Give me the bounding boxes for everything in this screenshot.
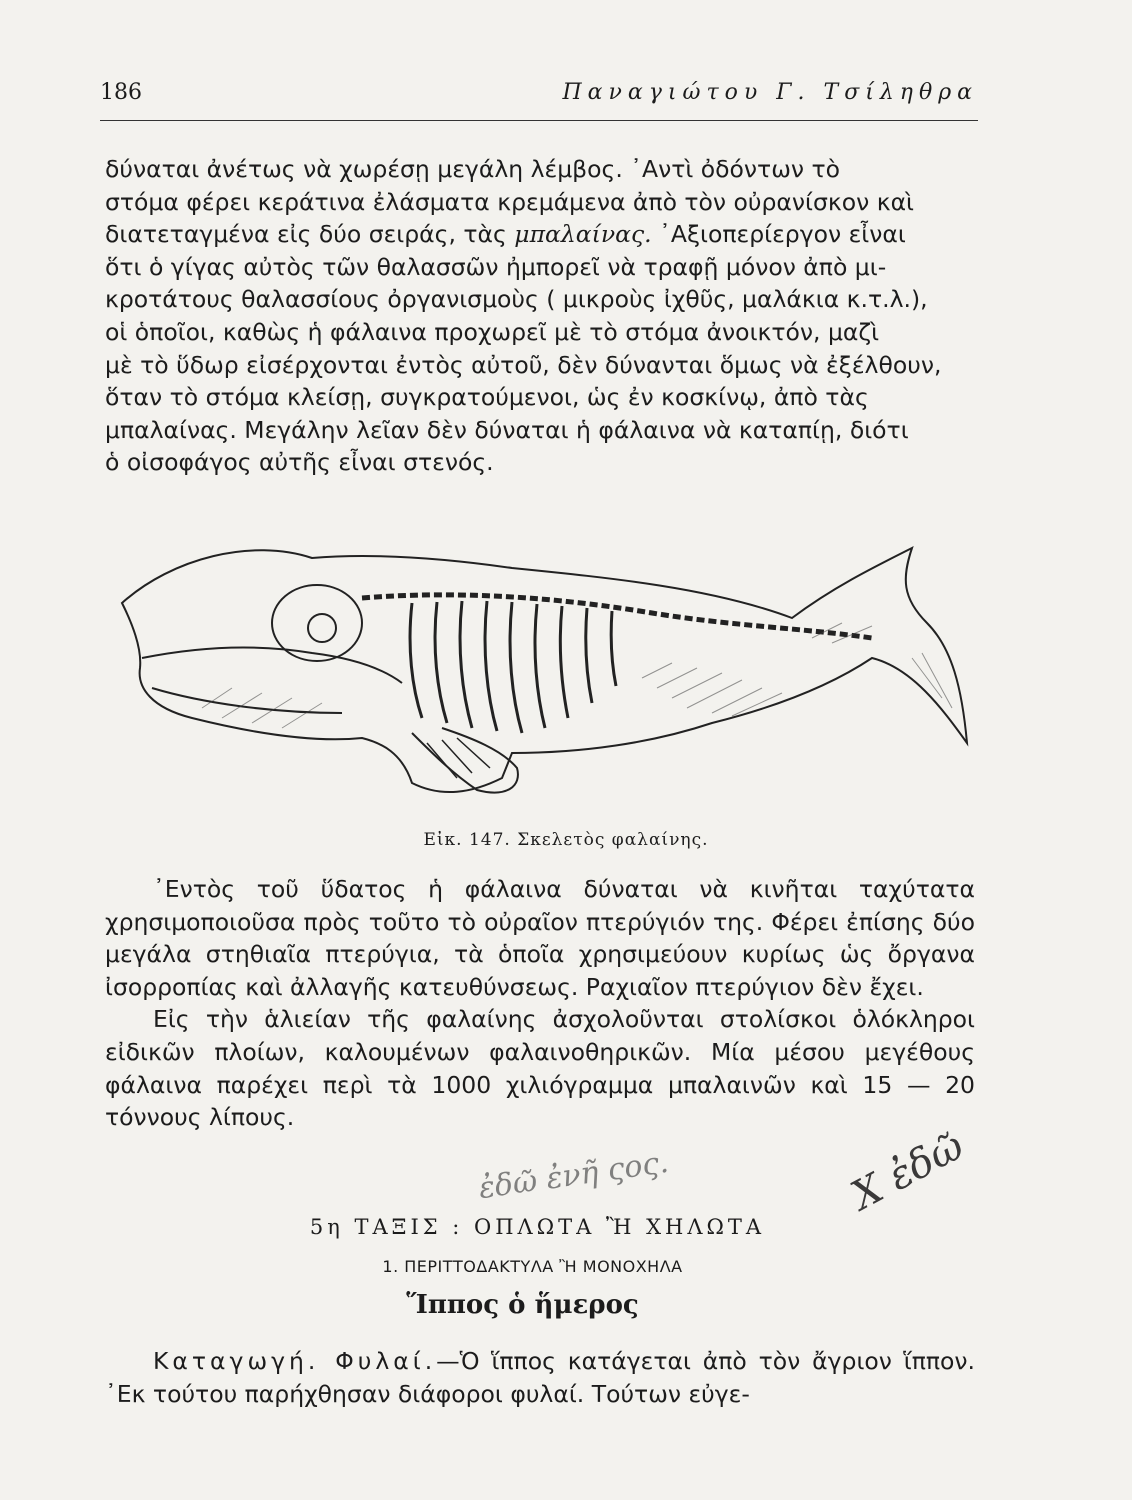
text-line: ὅτι ὁ γίγας αὐτὸς τῶν θαλασσῶν ἠμπορεῖ νὰ τραφῇ μόνον ἀπὸ μι- <box>105 252 887 281</box>
whale-lower-jaw <box>152 688 342 713</box>
paragraph-whale-fishing: Εἰς τὴν ἁλιείαν τῆς φαλαίνης ἀσχολοῦνται στολίσκοι ὁλόκληροι εἰδικῶν πλοίων, καλουμένων φαλαινοθηρικῶν. Μία μέσου μεγέθους φάλαινα παρέχει περὶ τὰ 1000 χιλιόγραμμα μπαλαινῶν καὶ 15 — 20 τόννους λίπους. <box>105 1005 975 1132</box>
running-head: Παναγιώτου Γ. Τσίληθρα <box>562 80 978 105</box>
text-line: ὅταν τὸ στόμα κλείσῃ, συγκρατούμενοι, ὡς ἐν κοσκίνῳ, ἀπὸ τὰς <box>105 383 869 412</box>
text-line: στόμα φέρει κεράτινα ἐλάσματα κρεμάμενα ἀπὸ τὸν οὐρανίσκον καὶ <box>105 187 915 216</box>
text-line: δύναται ἀνέτως νὰ χωρέσῃ μεγάλη λέμβος. ᾽Αντὶ ὀδόντων τὸ <box>105 155 841 183</box>
text-line: οἱ ὁποῖοι, καθὼς ἡ φάλαινα προχωρεῖ μὲ τὸ στόμα ἀνοικτόν, μαζὶ <box>105 317 880 346</box>
whale-eye-socket <box>308 614 336 642</box>
text-line: μὲ τὸ ὕδωρ εἰσέρχονται ἐντὸς αὐτοῦ, δὲν δύνανται ὅμως νὰ ἐξέλθουν, <box>105 350 942 379</box>
paragraph-horse-text <box>105 1345 975 1410</box>
section-subheading: 1. ΠΕΡΙΤΤΟΔΑΚΤΥΛΑ Ἢ ΜΟΝΟΧΗΛΑ <box>382 1257 683 1276</box>
paragraph-whale-movement: ᾽Εντὸς τοῦ ὕδατος ἡ φάλαινα δύναται νὰ κινῆται ταχύτατα χρησιμοποιοῦσα πρὸς τοῦτο τὸ οὐραῖον πτερύγιόν της. Φέρει ἐπίσης δύο μεγάλα στηθιαῖα πτερύγια, τὰ ὁποῖα χρησιμεύουν κυρίως ὡς ὄργανα ἰσορροπίας καὶ ἀλλαγῆς κατευθύνσεως. Ραχιαῖον πτερύγιον δὲν ἔχει. <box>105 875 975 1001</box>
paragraph-whale-feeding <box>105 153 975 479</box>
text-line: ὁ οἰσοφάγος αὐτῆς εἶναι στενός. <box>105 448 494 477</box>
whale-jaw <box>142 648 402 683</box>
page-header <box>100 80 978 121</box>
text-line: μπαλαίνας. Μεγάλην λεῖαν δὲν δύναται ἡ φάλαινα νὰ καταπίῃ, διότι <box>105 415 909 444</box>
whale-skeleton-illustration <box>112 528 972 813</box>
handwritten-mark: Χ ἐδῶ <box>844 1122 972 1220</box>
handwritten-note: ἐδῶ ἐνῆ ςος. <box>476 1144 671 1207</box>
section-title: Ἵππος ὁ ἥμερος <box>406 1290 639 1320</box>
section-heading: 5η ΤΑΞΙΣ : ΟΠΛΩΤΑ Ἢ ΧΗΛΩΤΑ <box>309 1215 766 1239</box>
text-segment: ᾽Αξιοπερίεργον εἶναι <box>651 220 906 249</box>
whale-pectoral-fin <box>412 728 518 793</box>
paragraphs-whale-movement-fishing <box>105 873 975 1134</box>
text-line: κροτάτους θαλασσίους ὀργανισμοὺς ( μικροὺς ἰχθῦς, μαλάκια κ.τ.λ.), <box>105 285 928 314</box>
paragraph-body: —Ὁ ἵππος κατάγεται ἀπὸ τὸν ἄγριον ἵππον. ᾽Εκ τούτου παρήχθησαν διάφοροι φυλαί. Τούτων εὐγε- <box>105 1347 975 1408</box>
text-segment: διατεταγμένα εἰς δύο σειράς, τὰς <box>105 220 515 249</box>
italic-term: μπαλαίνας. <box>514 220 652 249</box>
whale-body-outline <box>122 548 967 792</box>
paragraph-horse-origin <box>105 1345 975 1410</box>
figure-caption: Εἰκ. 147. Σκελετὸς φαλαίνης. <box>423 830 709 850</box>
page-number: 186 <box>100 80 142 105</box>
text-line <box>105 218 975 251</box>
whale-skull <box>272 585 362 661</box>
paragraph-lead: Καταγωγή. Φυλαί. <box>153 1347 437 1375</box>
